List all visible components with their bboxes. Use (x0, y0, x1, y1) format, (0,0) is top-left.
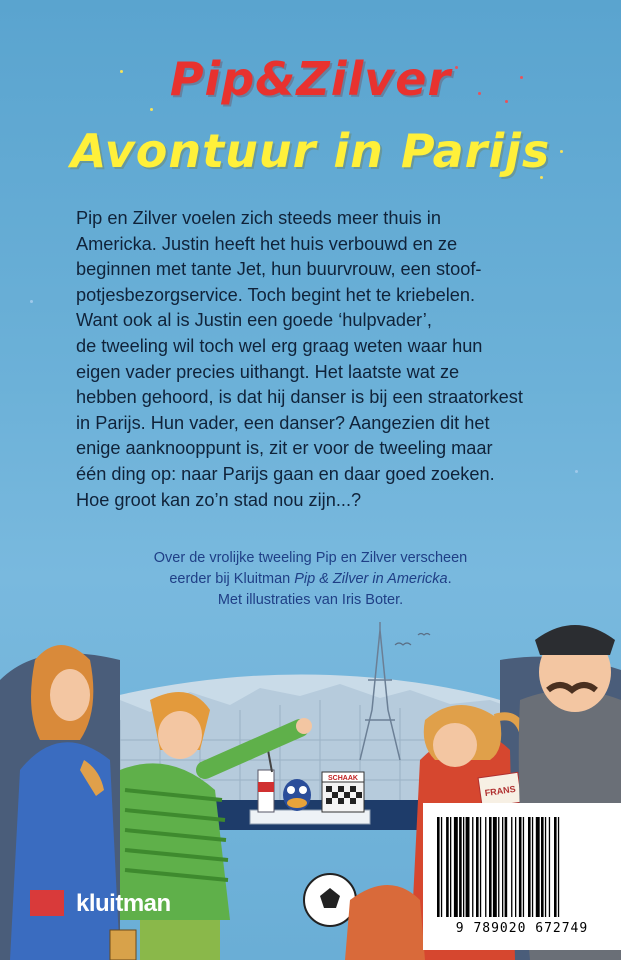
credits-line: Met illustraties van Iris Boter. (217, 592, 404, 608)
barcode-bar (554, 817, 557, 917)
barcode-bar (536, 817, 540, 917)
barcode-bar (463, 817, 464, 917)
blurb-line: de tweeling wil toch wel erg graag weten waar hun (76, 335, 483, 356)
chess-box-label: SCHAAK (328, 775, 358, 782)
series-title: Pip&Zilver (169, 52, 452, 106)
barcode-bar (485, 817, 486, 917)
barcode-bar (515, 817, 516, 917)
barcode-bar (446, 817, 449, 917)
chess-box-illustration (322, 772, 364, 812)
barcode-bar (523, 817, 524, 917)
barcode-bar (454, 817, 458, 917)
birds-illustration (395, 634, 430, 646)
barcode-bar (519, 817, 522, 917)
barcode-bar (450, 817, 451, 917)
blurb-line: Pip en Zilver voelen zich steeds meer thuis in (76, 208, 441, 228)
barcode-bar (466, 817, 470, 917)
barcode-bar (511, 817, 512, 917)
barcode-bars (435, 817, 611, 917)
blurb-line: in Parijs. Hun vader, een danser? Aangezien dit het (76, 412, 490, 433)
blurb-text (76, 206, 576, 513)
barcode-bar (476, 817, 479, 917)
blurb-line: potjesbezorgservice. Toch begint het te kriebelen. (76, 284, 476, 305)
plush-toy-illustration (283, 779, 311, 811)
barcode-bar (549, 817, 550, 917)
publisher-logo: kluitman (76, 890, 171, 917)
barcode-bar (528, 817, 531, 917)
previous-book-title: Pip & Zilver in Americka (294, 571, 448, 587)
jar-illustration (110, 930, 136, 960)
barcode-bar (545, 817, 546, 917)
credits-line: Over de vrolijke tweeling Pip en Zilver verscheen (153, 550, 468, 566)
barcode-bar (441, 817, 442, 917)
barcode-bar (437, 817, 440, 917)
blurb-line: Americka. Justin heeft het huis verbouwd en ze (76, 233, 458, 254)
blurb-line: één ding op: naar Parijs gaan en daar goed zoeken. (76, 463, 495, 484)
barcode-bar (502, 817, 503, 917)
barcode-bar (480, 817, 481, 917)
soccer-ball-illustration (304, 874, 356, 926)
backpack-illustration (345, 885, 425, 960)
isbn-digits: 9 789020 672749 (455, 921, 589, 936)
blurb-line: hebben gehoord, is dat hij danser is bij een straatorkest (76, 387, 523, 408)
credits-line (0, 569, 621, 590)
credits-prefix: eerder bij Kluitman (169, 571, 295, 587)
blurb-line: eigen vader precies uithangt. Het laatste wat ze (76, 361, 460, 382)
barcode (423, 803, 621, 950)
blurb-line: Want ook al is Justin een goede ‘hulpvader’, (76, 310, 432, 331)
barcode-bar (498, 817, 499, 917)
barcode-bar (493, 817, 497, 917)
blurb-line: enige aanknooppunt is, zit er voor de tweeling maar (76, 438, 493, 459)
blurb-line: beginnen met tante Jet, hun buurvrouw, een stoof- (76, 259, 482, 280)
barcode-bar (541, 817, 544, 917)
credits-suffix: . (447, 571, 452, 587)
barcode-bar (489, 817, 492, 917)
barcode-bar (459, 817, 462, 917)
barcode-bar (505, 817, 508, 917)
blurb-line: Hoe groot kan zo’n stad nou zijn...? (76, 489, 362, 510)
barcode-bar (558, 817, 559, 917)
barcode-bar (532, 817, 533, 917)
barcode-bar (472, 817, 473, 917)
book-title: Avontuur in Parijs (70, 124, 551, 178)
french-book-label: FRANS (484, 783, 517, 799)
